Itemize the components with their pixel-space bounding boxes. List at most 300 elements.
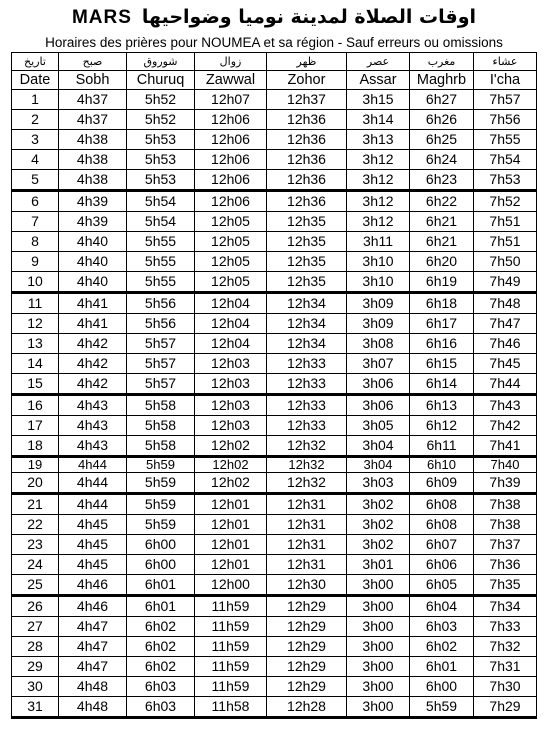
cell-zohor: 12h29: [267, 596, 347, 617]
cell-icha: 7h47: [474, 314, 537, 334]
cell-assar: 3h11: [347, 232, 410, 252]
cell-zawwal: 12h03: [195, 374, 267, 395]
table-row: [12, 457, 537, 473]
cell-icha: 7h53: [474, 170, 537, 191]
cell-sobh: 4h44: [59, 473, 127, 494]
cell-date: 24: [12, 555, 59, 575]
cell-maghrb: 6h17: [410, 314, 474, 334]
table-row: [12, 473, 537, 494]
table-row: [12, 170, 537, 191]
page-subtitle: Horaires des prières pour NOUMEA et sa région - Sauf erreurs ou omissions: [45, 35, 503, 50]
cell-sobh: 4h39: [59, 191, 127, 212]
cell-zohor: 12h29: [267, 617, 347, 637]
cell-zohor: 12h31: [267, 494, 347, 515]
table-row: [12, 90, 537, 110]
cell-zawwal: 12h02: [195, 457, 267, 473]
cell-churuq: 5h58: [127, 416, 195, 436]
table-row: [12, 293, 537, 314]
cell-maghrb: 6h01: [410, 657, 474, 677]
cell-assar: 3h09: [347, 314, 410, 334]
cell-assar: 3h00: [347, 575, 410, 596]
cell-churuq: 5h58: [127, 436, 195, 457]
cell-zohor: 12h35: [267, 212, 347, 232]
cell-icha: 7h29: [474, 697, 537, 718]
cell-icha: 7h52: [474, 191, 537, 212]
cell-zawwal: 12h00: [195, 575, 267, 596]
cell-sobh: 4h40: [59, 272, 127, 293]
cell-date: 15: [12, 374, 59, 395]
cell-zohor: 12h34: [267, 314, 347, 334]
cell-date: 2: [12, 110, 59, 130]
table-row: [12, 697, 537, 718]
cell-zawwal: 12h05: [195, 232, 267, 252]
cell-zohor: 12h31: [267, 555, 347, 575]
cell-icha: 7h50: [474, 252, 537, 272]
header-ar-zawwal: زوال: [195, 53, 267, 71]
cell-icha: 7h32: [474, 637, 537, 657]
cell-zohor: 12h33: [267, 395, 347, 416]
cell-date: 19: [12, 457, 59, 473]
cell-maghrb: 6h15: [410, 354, 474, 374]
cell-assar: 3h05: [347, 416, 410, 436]
cell-date: 28: [12, 637, 59, 657]
cell-sobh: 4h42: [59, 334, 127, 354]
cell-maghrb: 6h02: [410, 637, 474, 657]
table-row: [12, 334, 537, 354]
cell-date: 20: [12, 473, 59, 494]
table-row: [12, 150, 537, 170]
cell-zohor: 12h34: [267, 334, 347, 354]
header-fr-zawwal: Zawwal: [195, 71, 267, 90]
cell-churuq: 6h01: [127, 575, 195, 596]
cell-assar: 3h12: [347, 150, 410, 170]
cell-assar: 3h15: [347, 90, 410, 110]
cell-assar: 3h00: [347, 596, 410, 617]
cell-maghrb: 5h59: [410, 697, 474, 718]
cell-churuq: 5h53: [127, 130, 195, 150]
cell-zohor: 12h30: [267, 575, 347, 596]
cell-zawwal: 12h05: [195, 252, 267, 272]
cell-maghrb: 6h16: [410, 334, 474, 354]
cell-icha: 7h42: [474, 416, 537, 436]
cell-churuq: 5h53: [127, 150, 195, 170]
cell-sobh: 4h38: [59, 130, 127, 150]
cell-zawwal: 12h02: [195, 473, 267, 494]
cell-assar: 3h10: [347, 272, 410, 293]
table-row: [12, 272, 537, 293]
cell-zawwal: 11h59: [195, 677, 267, 697]
cell-icha: 7h48: [474, 293, 537, 314]
cell-icha: 7h56: [474, 110, 537, 130]
cell-zawwal: 12h03: [195, 354, 267, 374]
cell-sobh: 4h41: [59, 293, 127, 314]
cell-churuq: 5h58: [127, 395, 195, 416]
cell-zohor: 12h36: [267, 191, 347, 212]
cell-zawwal: 12h06: [195, 191, 267, 212]
cell-icha: 7h31: [474, 657, 537, 677]
cell-zohor: 12h29: [267, 637, 347, 657]
cell-assar: 3h02: [347, 515, 410, 535]
title-month: MARS: [71, 7, 132, 28]
cell-maghrb: 6h12: [410, 416, 474, 436]
table-row: [12, 637, 537, 657]
cell-zawwal: 12h02: [195, 436, 267, 457]
cell-sobh: 4h47: [59, 657, 127, 677]
cell-zohor: 12h31: [267, 535, 347, 555]
cell-date: 27: [12, 617, 59, 637]
cell-icha: 7h51: [474, 232, 537, 252]
cell-icha: 7h34: [474, 596, 537, 617]
cell-churuq: 5h59: [127, 473, 195, 494]
cell-zawwal: 12h01: [195, 494, 267, 515]
cell-sobh: 4h37: [59, 90, 127, 110]
cell-maghrb: 6h26: [410, 110, 474, 130]
cell-sobh: 4h37: [59, 110, 127, 130]
cell-assar: 3h13: [347, 130, 410, 150]
table-row: [12, 314, 537, 334]
cell-zawwal: 12h03: [195, 395, 267, 416]
cell-assar: 3h00: [347, 677, 410, 697]
cell-churuq: 5h57: [127, 334, 195, 354]
cell-assar: 3h03: [347, 473, 410, 494]
cell-maghrb: 6h00: [410, 677, 474, 697]
cell-sobh: 4h43: [59, 395, 127, 416]
cell-maghrb: 6h09: [410, 473, 474, 494]
cell-churuq: 5h59: [127, 515, 195, 535]
cell-maghrb: 6h08: [410, 494, 474, 515]
cell-churuq: 6h00: [127, 535, 195, 555]
cell-icha: 7h44: [474, 374, 537, 395]
cell-date: 16: [12, 395, 59, 416]
cell-zawwal: 12h04: [195, 293, 267, 314]
header-ar-date: تاريخ: [12, 53, 59, 71]
cell-date: 23: [12, 535, 59, 555]
cell-maghrb: 6h04: [410, 596, 474, 617]
cell-zawwal: 11h59: [195, 637, 267, 657]
table-row: [12, 191, 537, 212]
cell-maghrb: 6h10: [410, 457, 474, 473]
table-row: [12, 416, 537, 436]
cell-zawwal: 12h06: [195, 110, 267, 130]
cell-date: 21: [12, 494, 59, 515]
cell-date: 4: [12, 150, 59, 170]
table-body: [12, 53, 537, 718]
cell-zohor: 12h33: [267, 374, 347, 395]
cell-churuq: 5h56: [127, 314, 195, 334]
cell-maghrb: 6h22: [410, 191, 474, 212]
cell-date: 22: [12, 515, 59, 535]
cell-maghrb: 6h21: [410, 212, 474, 232]
cell-date: 14: [12, 354, 59, 374]
cell-maghrb: 6h03: [410, 617, 474, 637]
cell-sobh: 4h38: [59, 150, 127, 170]
cell-assar: 3h00: [347, 697, 410, 718]
table-row: [12, 354, 537, 374]
cell-icha: 7h35: [474, 575, 537, 596]
cell-date: 26: [12, 596, 59, 617]
cell-zawwal: 12h05: [195, 272, 267, 293]
cell-sobh: 4h44: [59, 494, 127, 515]
cell-churuq: 6h02: [127, 657, 195, 677]
cell-icha: 7h41: [474, 436, 537, 457]
table-row: [12, 395, 537, 416]
cell-zohor: 12h31: [267, 515, 347, 535]
cell-assar: 3h10: [347, 252, 410, 272]
cell-assar: 3h12: [347, 212, 410, 232]
cell-date: 29: [12, 657, 59, 677]
header-fr-maghrb: Maghrb: [410, 71, 474, 90]
cell-sobh: 4h47: [59, 617, 127, 637]
table-row: [12, 535, 537, 555]
cell-date: 10: [12, 272, 59, 293]
header-fr-icha: I'cha: [474, 71, 537, 90]
cell-zohor: 12h34: [267, 293, 347, 314]
cell-zawwal: 12h06: [195, 130, 267, 150]
header-row-french: [12, 71, 537, 90]
cell-sobh: 4h40: [59, 232, 127, 252]
cell-date: 7: [12, 212, 59, 232]
cell-zawwal: 12h01: [195, 555, 267, 575]
cell-churuq: 5h53: [127, 170, 195, 191]
table-row: [12, 617, 537, 637]
table-row: [12, 515, 537, 535]
cell-sobh: 4h44: [59, 457, 127, 473]
cell-churuq: 5h52: [127, 90, 195, 110]
cell-sobh: 4h45: [59, 555, 127, 575]
cell-assar: 3h04: [347, 436, 410, 457]
cell-assar: 3h02: [347, 494, 410, 515]
cell-date: 8: [12, 232, 59, 252]
cell-assar: 3h00: [347, 617, 410, 637]
cell-zawwal: 12h04: [195, 334, 267, 354]
cell-churuq: 5h56: [127, 293, 195, 314]
table-row: [12, 212, 537, 232]
header-ar-sobh: صبح: [59, 53, 127, 71]
cell-sobh: 4h42: [59, 354, 127, 374]
cell-zawwal: 12h06: [195, 150, 267, 170]
cell-zawwal: 12h01: [195, 515, 267, 535]
header-ar-icha: عشاء: [474, 53, 537, 71]
cell-maghrb: 6h07: [410, 535, 474, 555]
cell-icha: 7h45: [474, 354, 537, 374]
cell-zawwal: 12h01: [195, 535, 267, 555]
cell-assar: 3h08: [347, 334, 410, 354]
cell-sobh: 4h46: [59, 596, 127, 617]
cell-zohor: 12h33: [267, 354, 347, 374]
cell-maghrb: 6h23: [410, 170, 474, 191]
cell-icha: 7h33: [474, 617, 537, 637]
cell-icha: 7h46: [474, 334, 537, 354]
cell-zohor: 12h36: [267, 130, 347, 150]
cell-zohor: 12h32: [267, 457, 347, 473]
cell-zohor: 12h32: [267, 473, 347, 494]
cell-sobh: 4h40: [59, 252, 127, 272]
cell-zawwal: 11h59: [195, 596, 267, 617]
cell-date: 5: [12, 170, 59, 191]
table-row: [12, 374, 537, 395]
cell-zohor: 12h36: [267, 150, 347, 170]
header-fr-date: Date: [12, 71, 59, 90]
cell-assar: 3h04: [347, 457, 410, 473]
cell-assar: 3h06: [347, 374, 410, 395]
cell-icha: 7h39: [474, 473, 537, 494]
cell-churuq: 5h55: [127, 272, 195, 293]
cell-assar: 3h12: [347, 170, 410, 191]
cell-maghrb: 6h21: [410, 232, 474, 252]
cell-zohor: 12h33: [267, 416, 347, 436]
cell-assar: 3h00: [347, 637, 410, 657]
cell-sobh: 4h41: [59, 314, 127, 334]
cell-zohor: 12h29: [267, 677, 347, 697]
cell-date: 3: [12, 130, 59, 150]
cell-assar: 3h02: [347, 535, 410, 555]
cell-icha: 7h37: [474, 535, 537, 555]
cell-icha: 7h36: [474, 555, 537, 575]
cell-maghrb: 6h13: [410, 395, 474, 416]
cell-zawwal: 12h05: [195, 212, 267, 232]
header-fr-zohor: Zohor: [267, 71, 347, 90]
cell-maghrb: 6h18: [410, 293, 474, 314]
cell-sobh: 4h45: [59, 515, 127, 535]
cell-zawwal: 11h59: [195, 617, 267, 637]
cell-zawwal: 12h06: [195, 170, 267, 191]
cell-date: 9: [12, 252, 59, 272]
cell-assar: 3h00: [347, 657, 410, 677]
cell-assar: 3h12: [347, 191, 410, 212]
cell-churuq: 5h59: [127, 457, 195, 473]
cell-zohor: 12h35: [267, 232, 347, 252]
cell-maghrb: 6h19: [410, 272, 474, 293]
cell-zohor: 12h35: [267, 252, 347, 272]
table-row: [12, 677, 537, 697]
cell-date: 17: [12, 416, 59, 436]
cell-date: 18: [12, 436, 59, 457]
cell-assar: 3h06: [347, 395, 410, 416]
table-row: [12, 596, 537, 617]
cell-zawwal: 12h04: [195, 314, 267, 334]
table-row: [12, 130, 537, 150]
cell-zawwal: 11h58: [195, 697, 267, 718]
cell-icha: 7h38: [474, 515, 537, 535]
page-title: [0, 4, 548, 31]
cell-sobh: 4h42: [59, 374, 127, 395]
cell-maghrb: 6h20: [410, 252, 474, 272]
cell-icha: 7h57: [474, 90, 537, 110]
cell-date: 25: [12, 575, 59, 596]
cell-icha: 7h55: [474, 130, 537, 150]
cell-icha: 7h40: [474, 457, 537, 473]
cell-sobh: 4h46: [59, 575, 127, 596]
cell-churuq: 6h03: [127, 677, 195, 697]
header-ar-maghrb: مغرب: [410, 53, 474, 71]
header-ar-assar: عصر: [347, 53, 410, 71]
cell-icha: 7h30: [474, 677, 537, 697]
cell-sobh: 4h48: [59, 697, 127, 718]
cell-maghrb: 6h24: [410, 150, 474, 170]
cell-date: 31: [12, 697, 59, 718]
cell-zawwal: 12h07: [195, 90, 267, 110]
cell-churuq: 6h00: [127, 555, 195, 575]
table-row: [12, 436, 537, 457]
cell-churuq: 5h52: [127, 110, 195, 130]
cell-date: 13: [12, 334, 59, 354]
header-ar-churuq: شوروق: [127, 53, 195, 71]
cell-zohor: 12h36: [267, 170, 347, 191]
cell-maghrb: 6h25: [410, 130, 474, 150]
cell-churuq: 5h54: [127, 212, 195, 232]
cell-maghrb: 6h11: [410, 436, 474, 457]
cell-assar: 3h09: [347, 293, 410, 314]
cell-assar: 3h01: [347, 555, 410, 575]
cell-churuq: 5h57: [127, 354, 195, 374]
cell-zohor: 12h29: [267, 657, 347, 677]
cell-zohor: 12h35: [267, 272, 347, 293]
prayer-times-table: [11, 52, 537, 719]
cell-maghrb: 6h27: [410, 90, 474, 110]
cell-zawwal: 12h03: [195, 416, 267, 436]
header-fr-churuq: Churuq: [127, 71, 195, 90]
cell-date: 1: [12, 90, 59, 110]
cell-sobh: 4h47: [59, 637, 127, 657]
cell-sobh: 4h39: [59, 212, 127, 232]
cell-sobh: 4h48: [59, 677, 127, 697]
cell-churuq: 5h57: [127, 374, 195, 395]
header-ar-zohor: ظهر: [267, 53, 347, 71]
cell-icha: 7h51: [474, 212, 537, 232]
cell-churuq: 5h59: [127, 494, 195, 515]
table-row: [12, 110, 537, 130]
cell-sobh: 4h38: [59, 170, 127, 191]
cell-maghrb: 6h08: [410, 515, 474, 535]
cell-maghrb: 6h14: [410, 374, 474, 395]
header-fr-assar: Assar: [347, 71, 410, 90]
cell-zawwal: 11h59: [195, 657, 267, 677]
cell-sobh: 4h45: [59, 535, 127, 555]
table-row: [12, 232, 537, 252]
header-fr-sobh: Sobh: [59, 71, 127, 90]
cell-churuq: 5h55: [127, 252, 195, 272]
cell-zohor: 12h37: [267, 90, 347, 110]
table-row: [12, 575, 537, 596]
cell-churuq: 5h54: [127, 191, 195, 212]
cell-churuq: 6h02: [127, 637, 195, 657]
cell-churuq: 6h03: [127, 697, 195, 718]
cell-assar: 3h14: [347, 110, 410, 130]
cell-date: 6: [12, 191, 59, 212]
cell-icha: 7h49: [474, 272, 537, 293]
cell-maghrb: 6h05: [410, 575, 474, 596]
cell-date: 30: [12, 677, 59, 697]
cell-icha: 7h54: [474, 150, 537, 170]
cell-sobh: 4h43: [59, 416, 127, 436]
cell-churuq: 5h55: [127, 232, 195, 252]
table-row: [12, 555, 537, 575]
title-arabic: اوقات الصلاة لمدينة نوميا وضواحيها: [141, 6, 477, 28]
table-row: [12, 252, 537, 272]
header-row-arabic: [12, 53, 537, 71]
cell-assar: 3h07: [347, 354, 410, 374]
cell-date: 12: [12, 314, 59, 334]
cell-icha: 7h38: [474, 494, 537, 515]
table-row: [12, 494, 537, 515]
cell-churuq: 6h02: [127, 617, 195, 637]
cell-sobh: 4h43: [59, 436, 127, 457]
cell-zohor: 12h32: [267, 436, 347, 457]
cell-zohor: 12h28: [267, 697, 347, 718]
cell-icha: 7h43: [474, 395, 537, 416]
cell-churuq: 6h01: [127, 596, 195, 617]
cell-date: 11: [12, 293, 59, 314]
